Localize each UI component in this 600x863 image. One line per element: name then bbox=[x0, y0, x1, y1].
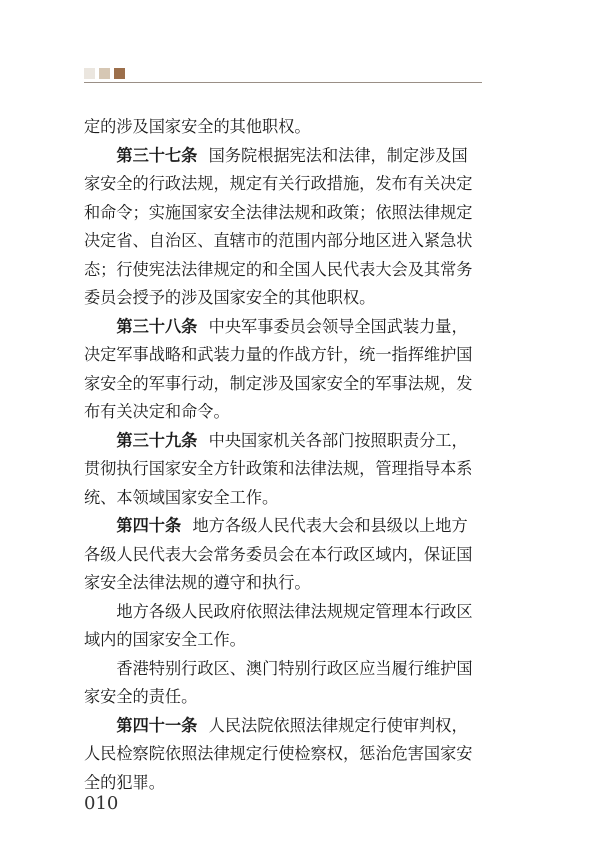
article-text: 人民法院依照法律规定行使审判权，人民检察院依照法律规定行使检察权，惩治危害国家安全的犯罪。 bbox=[84, 715, 473, 792]
header-square-dark bbox=[114, 68, 125, 79]
article-38 bbox=[84, 313, 483, 427]
paragraph-continuation bbox=[84, 113, 483, 142]
article-text: 中央国家机关各部门按照职责分工，贯彻执行国家安全方针政策和法律法规，管理指导本系统、本领域国家安全工作。 bbox=[84, 430, 473, 507]
article-41 bbox=[84, 712, 483, 798]
article-39 bbox=[84, 427, 483, 513]
page-number: 010 bbox=[84, 793, 119, 814]
article-text: 地方各级人民代表大会和县级以上地方各级人民代表大会常务委员会在本行政区域内，保证国家安全法律法规的遵守和执行。 bbox=[84, 516, 473, 592]
header-square-light bbox=[84, 68, 95, 79]
article-number: 第三十七条 bbox=[116, 145, 198, 165]
article-40-para-3 bbox=[84, 655, 483, 712]
paragraph-text: 地方各级人民政府依照法律法规规定管理本行政区域内的国家安全工作。 bbox=[84, 601, 473, 649]
header-square-mid bbox=[99, 68, 110, 79]
page-header bbox=[84, 67, 482, 85]
article-number: 第四十条 bbox=[116, 516, 182, 535]
article-37 bbox=[84, 142, 483, 313]
article-40-para-2 bbox=[84, 598, 483, 655]
article-number: 第四十一条 bbox=[116, 715, 198, 735]
paragraph-text: 香港特别行政区、澳门特别行政区应当履行维护国家安全的责任。 bbox=[84, 658, 473, 706]
article-number: 第三十八条 bbox=[116, 316, 198, 336]
document-body bbox=[84, 113, 483, 797]
paragraph-text: 定的涉及国家安全的其他职权。 bbox=[84, 117, 311, 136]
article-text: 中央军事委员会领导全国武装力量，决定军事战略和武装力量的作战方针，统一指挥维护国家安全的军事行动，制定涉及国家安全的军事法规，发布有关决定和命令。 bbox=[84, 316, 473, 421]
article-40 bbox=[84, 512, 483, 598]
header-rule bbox=[84, 82, 482, 83]
article-number: 第三十九条 bbox=[116, 430, 198, 450]
article-text: 国务院根据宪法和法律，制定涉及国家安全的行政法规，规定有关行政措施，发布有关决定和命令；实施国家安全法律法规和政策；依照法律规定决定省、自治区、直辖市的范围内部分地区进入紧急状态；行使宪法法律规定的和全国人民代表大会及其常务委员会授予的涉及国家安全的其他职权。 bbox=[84, 145, 473, 307]
